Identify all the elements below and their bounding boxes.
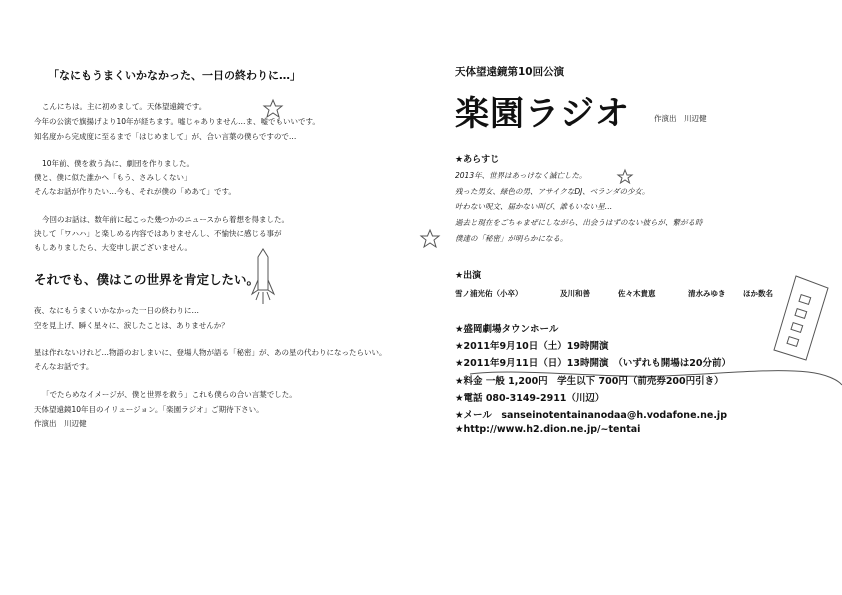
synopsis-line: 2013年、世界はあっけなく滅亡した。 bbox=[455, 171, 587, 180]
info-price: ★料金 一般 1,200円 学生以下 700円（前売券200円引き） bbox=[455, 376, 724, 387]
paragraph-line: 星は作れないけれど…物語のおしまいに、登場人物が語る「秘密」が、あの星の代わりになったらいい。 bbox=[34, 348, 387, 357]
synopsis-heading: ★あらすじ bbox=[455, 155, 500, 165]
paragraph-line: 空を見上げ、瞬く星々に、涙したことは、ありませんか？ bbox=[34, 321, 229, 330]
paragraph-line: 決して「ワハハ」と楽しめる内容ではありませんし、不愉快に感じる事が bbox=[34, 229, 282, 238]
info-website: ★http://www.h2.dion.ne.jp/~tentai bbox=[455, 424, 641, 435]
paragraph-line: 10年前、僕を救う為に、劇団を作りました。 bbox=[42, 159, 195, 168]
star-doodle-icon bbox=[618, 170, 632, 183]
paragraph-line: そんなお話です。 bbox=[34, 362, 94, 371]
signature-line: 作演出 川辺健 bbox=[34, 419, 87, 428]
info-email: ★メール sanseinotentainanodaa@h.vodafone.ne.jp bbox=[455, 410, 727, 421]
paragraph-line: 「でたらめなイメージが、僕と世界を救う」これも僕らの合い言葉でした。 bbox=[42, 390, 297, 399]
synopsis-line: 残った男女、緑色の男、アサイクなDJ、ベランダの少女。 bbox=[455, 187, 650, 196]
star-doodle-icon bbox=[264, 100, 282, 117]
cast-member: 及川和善 bbox=[560, 289, 590, 298]
left-heading: 「なにもうまくいかなかった、一日の終わりに…」 bbox=[48, 69, 301, 82]
synopsis-line: 過去と現在をごちゃまぜにしながら、出会うはずのない彼らが、繋がる時 bbox=[455, 218, 703, 227]
paragraph-line: こんにちは。主に初めまして。天体望遠鏡です。 bbox=[42, 102, 207, 111]
radio-tower-doodle-icon bbox=[774, 276, 828, 360]
cast-member: 清水みゆき bbox=[688, 289, 726, 298]
cast-heading: ★出演 bbox=[455, 271, 482, 281]
paragraph-line: 今回のお話は、数年前に起こった幾つかのニュースから着想を得ました。 bbox=[42, 215, 289, 224]
paragraph-line: 夜、なにもうまくいかなかった一日の終わりに… bbox=[34, 306, 199, 315]
info-venue: ★盛岡劇場タウンホール bbox=[455, 324, 559, 335]
paragraph-line: 知名度から完成度に至るまで「はじめまして」が、合い言葉の僕らですので… bbox=[34, 132, 297, 141]
cast-member: 雪ノ浦光佑（小卒） bbox=[455, 289, 523, 298]
organizer-label: 天体望遠鏡第10回公演 bbox=[455, 66, 565, 78]
info-phone: ★電話 080-3149-2911（川辺） bbox=[455, 393, 605, 404]
paragraph-line: そんなお話が作りたい…今も、それが僕の「めあて」です。 bbox=[34, 187, 236, 196]
cast-member: ほか数名 bbox=[743, 289, 773, 298]
synopsis-line: 叶わない呪文、届かない叫び、誰もいない星… bbox=[455, 202, 613, 211]
paragraph-line: 天体望遠鏡10年目のイリュージョン。「楽園ラジオ」ご期待下さい。 bbox=[34, 405, 264, 414]
cast-member: 佐々木貴恵 bbox=[618, 289, 656, 298]
emphasis-statement: それでも、僕はこの世界を肯定したい。 bbox=[34, 272, 260, 287]
paragraph-line: もしありましたら、大変申し訳ございません。 bbox=[34, 243, 192, 252]
synopsis-line: 僕達の「秘密」が明らかになる。 bbox=[455, 234, 568, 243]
star-doodle-icon bbox=[421, 230, 439, 247]
page-title: 楽園ラジオ bbox=[455, 94, 630, 134]
paragraph-line: 僕と、僕に似た誰かへ「もう、さみしくない」 bbox=[34, 173, 192, 182]
director-credit: 作演出 川辺健 bbox=[654, 114, 707, 123]
paragraph-line: 今年の公演で旗揚げより10年が経ちます。嘘じゃありません…ま、嘘でもいいです。 bbox=[34, 117, 320, 126]
info-date: ★2011年9月11日（日）13時開演 （いずれも開場は20分前） bbox=[455, 358, 731, 369]
info-date: ★2011年9月10日（土）19時開演 bbox=[455, 341, 609, 352]
